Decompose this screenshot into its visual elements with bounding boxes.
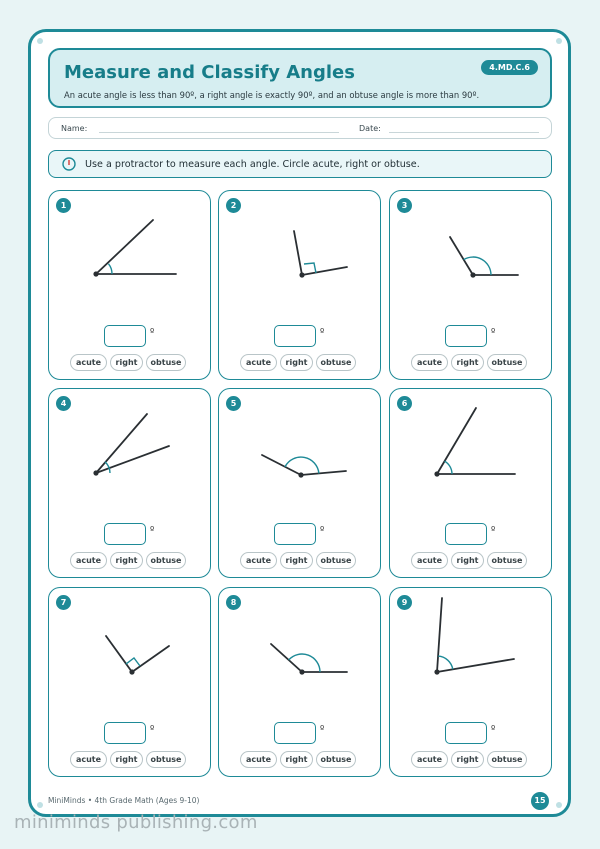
- right-option[interactable]: right: [451, 552, 484, 569]
- problem-number: 3: [397, 198, 412, 213]
- acute-option[interactable]: acute: [240, 552, 277, 569]
- name-field[interactable]: [99, 132, 339, 133]
- acute-option[interactable]: acute: [240, 354, 277, 371]
- acute-option[interactable]: acute: [411, 751, 448, 768]
- degree-symbol: º: [320, 328, 325, 338]
- problem-number: 2: [226, 198, 241, 213]
- choice-group: [70, 751, 186, 768]
- obtuse-option[interactable]: obtuse: [146, 552, 186, 569]
- name-date-bar: [48, 117, 552, 139]
- problem-card: [218, 190, 381, 380]
- obtuse-option[interactable]: obtuse: [487, 552, 527, 569]
- instruction-bar: [48, 150, 552, 178]
- angle-diagram: [49, 588, 212, 718]
- choice-group: [240, 751, 356, 768]
- answer-box[interactable]: [445, 722, 487, 744]
- angle-diagram: [219, 588, 382, 718]
- standard-badge: 4.MD.C.6: [481, 60, 538, 75]
- acute-option[interactable]: acute: [70, 751, 107, 768]
- answer-box[interactable]: [445, 523, 487, 545]
- right-option[interactable]: right: [451, 751, 484, 768]
- title-panel: [48, 48, 552, 108]
- right-option[interactable]: right: [280, 354, 313, 371]
- problem-number: 7: [56, 595, 71, 610]
- acute-option[interactable]: acute: [70, 354, 107, 371]
- watermark: miniminds publishing.com: [14, 812, 258, 833]
- problem-card: [389, 388, 552, 578]
- choice-group: [70, 552, 186, 569]
- page-number: 15: [531, 792, 549, 810]
- angle-diagram: [219, 389, 382, 519]
- acute-option[interactable]: acute: [70, 552, 107, 569]
- date-field[interactable]: [389, 132, 539, 133]
- obtuse-option[interactable]: obtuse: [146, 751, 186, 768]
- degree-symbol: º: [320, 526, 325, 536]
- obtuse-option[interactable]: obtuse: [487, 751, 527, 768]
- choice-group: [240, 354, 356, 371]
- right-option[interactable]: right: [280, 552, 313, 569]
- right-option[interactable]: right: [110, 552, 143, 569]
- corner-dot: [37, 802, 43, 808]
- problem-card: [218, 388, 381, 578]
- right-option[interactable]: right: [110, 751, 143, 768]
- page-subtitle: An acute angle is less than 90º, a right angle is exactly 90º, and an obtuse angle is more than 90º.: [64, 90, 480, 100]
- degree-symbol: º: [150, 526, 155, 536]
- right-option[interactable]: right: [280, 751, 313, 768]
- date-label: Date:: [359, 124, 381, 133]
- problem-number: 8: [226, 595, 241, 610]
- obtuse-option[interactable]: obtuse: [316, 354, 356, 371]
- acute-option[interactable]: acute: [411, 354, 448, 371]
- degree-symbol: º: [320, 725, 325, 735]
- answer-box[interactable]: [274, 722, 316, 744]
- instruction-text: Use a protractor to measure each angle. Circle acute, right or obtuse.: [85, 159, 420, 170]
- footer-text: MiniMinds • 4th Grade Math (Ages 9-10): [48, 796, 200, 805]
- name-label: Name:: [61, 124, 88, 133]
- problem-number: 4: [56, 396, 71, 411]
- answer-box[interactable]: [104, 523, 146, 545]
- problem-number: 6: [397, 396, 412, 411]
- answer-box[interactable]: [104, 325, 146, 347]
- right-option[interactable]: right: [451, 354, 484, 371]
- problem-card: [389, 190, 552, 380]
- corner-dot: [37, 38, 43, 44]
- corner-dot: [556, 802, 562, 808]
- obtuse-option[interactable]: obtuse: [487, 354, 527, 371]
- angle-diagram: [219, 191, 382, 321]
- acute-option[interactable]: acute: [411, 552, 448, 569]
- corner-dot: [556, 38, 562, 44]
- choice-group: [70, 354, 186, 371]
- degree-symbol: º: [491, 328, 496, 338]
- degree-symbol: º: [491, 725, 496, 735]
- problem-card: [218, 587, 381, 777]
- answer-box[interactable]: [104, 722, 146, 744]
- choice-group: [240, 552, 356, 569]
- obtuse-option[interactable]: obtuse: [146, 354, 186, 371]
- choice-group: [411, 751, 527, 768]
- problem-number: 1: [56, 198, 71, 213]
- angle-diagram: [390, 389, 553, 519]
- degree-symbol: º: [491, 526, 496, 536]
- obtuse-option[interactable]: obtuse: [316, 751, 356, 768]
- angle-diagram: [390, 191, 553, 321]
- protractor-icon: [62, 157, 76, 171]
- problem-number: 5: [226, 396, 241, 411]
- angle-diagram: [390, 588, 553, 718]
- choice-group: [411, 354, 527, 371]
- right-option[interactable]: right: [110, 354, 143, 371]
- answer-box[interactable]: [445, 325, 487, 347]
- problem-card: [389, 587, 552, 777]
- problem-card: [48, 388, 211, 578]
- page-title: Measure and Classify Angles: [64, 62, 355, 83]
- degree-symbol: º: [150, 725, 155, 735]
- choice-group: [411, 552, 527, 569]
- answer-box[interactable]: [274, 325, 316, 347]
- angle-diagram: [49, 191, 212, 321]
- acute-option[interactable]: acute: [240, 751, 277, 768]
- obtuse-option[interactable]: obtuse: [316, 552, 356, 569]
- angle-diagram: [49, 389, 212, 519]
- answer-box[interactable]: [274, 523, 316, 545]
- problem-number: 9: [397, 595, 412, 610]
- problem-card: [48, 587, 211, 777]
- degree-symbol: º: [150, 328, 155, 338]
- problem-card: [48, 190, 211, 380]
